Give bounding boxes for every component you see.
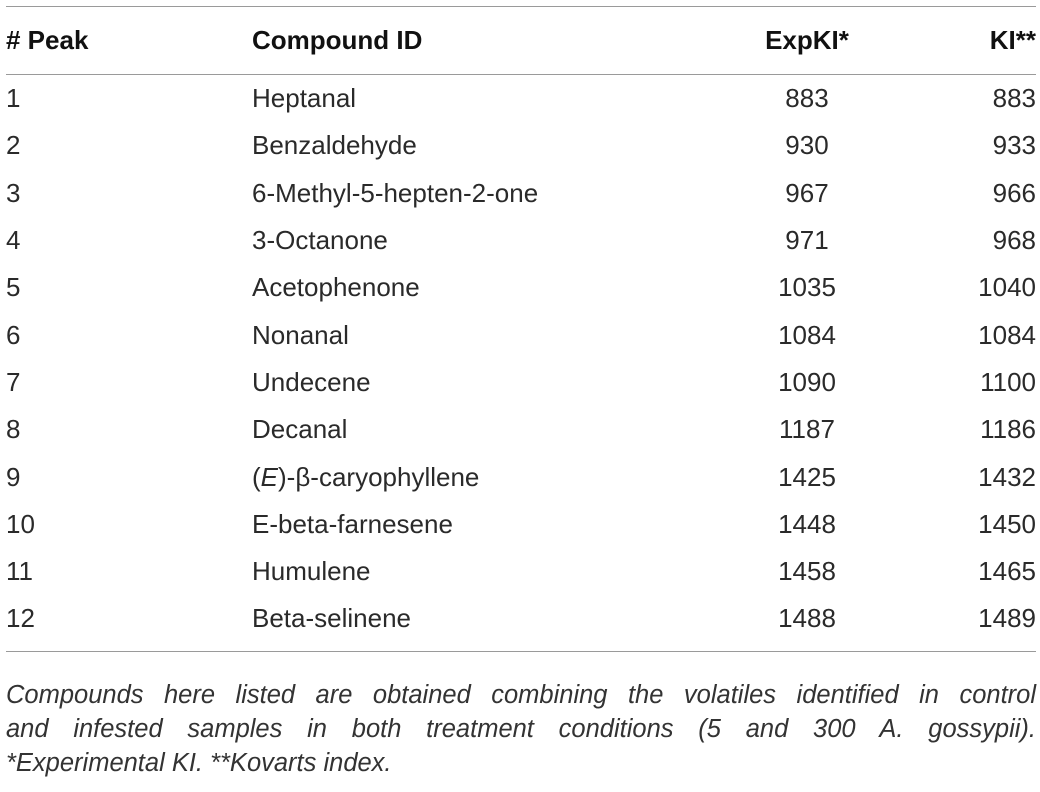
cell-compound: Decanal (252, 414, 348, 445)
cell-peak: 12 (6, 603, 35, 634)
table-row (6, 501, 1036, 548)
cell-ki: 1040 (978, 272, 1036, 303)
cell-ki: 968 (992, 225, 1036, 256)
table-row (6, 217, 1036, 264)
header-peak: # Peak (6, 25, 89, 55)
footnote-line-2: and infested samples in both treatment conditions (5 and 300 A. gossypii). (6, 715, 1036, 743)
cell-expki: 930 (785, 130, 829, 161)
cell-compound: Heptanal (252, 83, 357, 114)
table-row (6, 264, 1036, 311)
cell-ki: 966 (992, 177, 1036, 208)
cell-expki: 1488 (778, 603, 836, 634)
cell-ki: 1465 (978, 556, 1036, 587)
cell-expki: 1084 (778, 319, 836, 350)
footnote-line-3: *Experimental KI. **Kovarts index. (6, 749, 392, 777)
cell-ki: 1100 (980, 366, 1036, 397)
cell-peak: 11 (6, 556, 33, 587)
cell-expki: 1090 (778, 366, 836, 397)
table-header (6, 7, 1036, 74)
cell-ki: 883 (992, 83, 1036, 114)
table-row (6, 170, 1036, 217)
table-row (6, 406, 1036, 453)
cell-peak: 4 (6, 225, 21, 256)
table-row (6, 359, 1036, 406)
cell-peak: 5 (6, 272, 21, 303)
header-compound-id: Compound ID (252, 25, 423, 55)
cell-ki: 1186 (980, 414, 1036, 445)
compound-table (6, 7, 1036, 643)
footnote-line-1: Compounds here listed are obtained combining the volatiles identified in control (6, 681, 1036, 709)
table-row (6, 453, 1036, 500)
cell-compound: Nonanal (252, 319, 349, 350)
cell-ki: 1489 (978, 603, 1036, 634)
cell-compound (252, 453, 722, 500)
cell-ki: 1450 (978, 508, 1036, 539)
cell-ki: 933 (992, 130, 1036, 161)
table-row (6, 311, 1036, 358)
cell-expki: 1187 (779, 414, 835, 445)
cell-peak: 6 (6, 319, 21, 350)
cell-expki: 1458 (778, 556, 836, 587)
cell-compound: Humulene (252, 556, 371, 587)
table-row (6, 595, 1036, 642)
cell-expki: 967 (785, 177, 829, 208)
header-row (6, 7, 1036, 74)
cell-expki: 1035 (778, 272, 836, 303)
cell-expki: 883 (785, 83, 829, 114)
compound-table-container (6, 6, 1036, 652)
cell-compound: Undecene (252, 366, 371, 397)
cell-compound: 3-Octanone (252, 225, 388, 256)
compound-prefix: ( (252, 461, 261, 492)
table-bottom-rule (6, 651, 1036, 652)
cell-peak: 10 (6, 508, 35, 539)
table-row (6, 548, 1036, 595)
cell-peak: 3 (6, 177, 21, 208)
cell-expki: 1448 (778, 508, 836, 539)
cell-peak: 1 (6, 83, 21, 114)
table-row (6, 122, 1036, 169)
cell-peak: 9 (6, 461, 21, 492)
cell-ki: 1432 (978, 461, 1036, 492)
cell-expki: 971 (785, 225, 829, 256)
cell-compound: E-beta-farnesene (252, 508, 453, 539)
cell-peak: 7 (6, 366, 21, 397)
cell-ki: 1084 (978, 319, 1036, 350)
cell-expki: 1425 (778, 461, 836, 492)
compound-italic-e: E (260, 461, 279, 492)
compound-suffix: )-β-caryophyllene (278, 461, 480, 492)
table-body (6, 74, 1036, 643)
table-row (6, 75, 1036, 122)
cell-compound: Beta-selinene (252, 603, 411, 634)
cell-compound: 6-Methyl-5-hepten-2-one (252, 177, 539, 208)
table-footnote (6, 678, 1036, 780)
cell-compound: Benzaldehyde (252, 130, 417, 161)
header-expki: ExpKI* (765, 25, 849, 55)
header-ki: KI** (989, 25, 1036, 55)
cell-peak: 2 (6, 130, 21, 161)
cell-compound: Acetophenone (252, 272, 420, 303)
cell-peak: 8 (6, 414, 21, 445)
